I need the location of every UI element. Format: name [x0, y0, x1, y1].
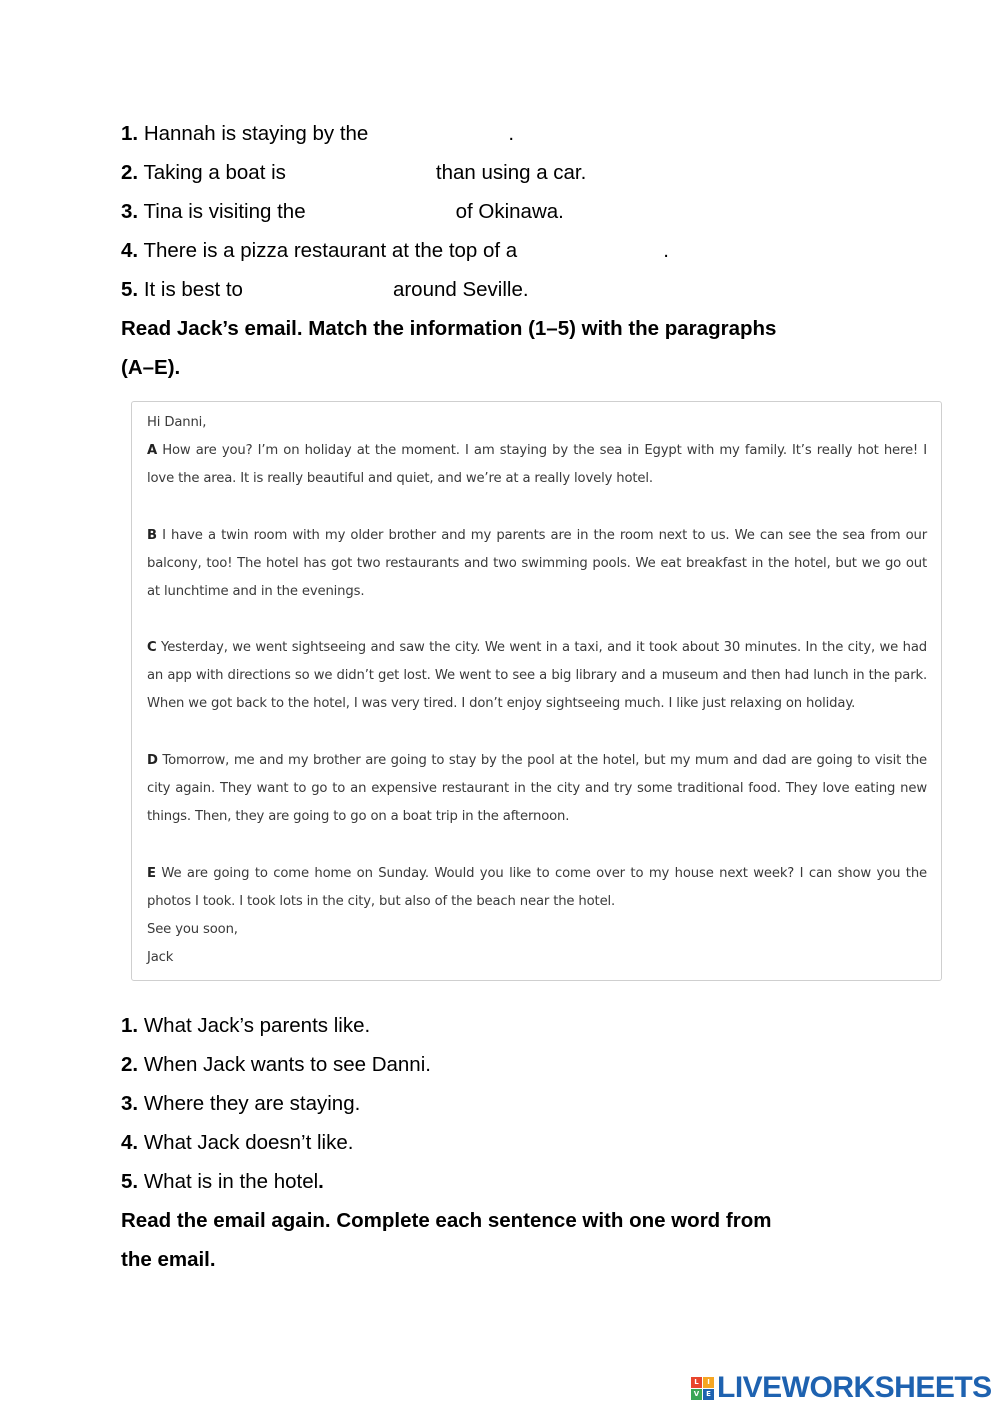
live-icon: L I V E	[691, 1377, 714, 1400]
sentence-4: 4. There is a pizza restaurant at the top of a .	[121, 239, 669, 262]
item-number: 3.	[121, 200, 139, 223]
sentence-2: 2. Taking a boat is than using a car.	[121, 161, 587, 184]
answer-blank-4[interactable]	[517, 239, 663, 261]
email-paragraph-e: E We are going to come home on Sunday. Would you like to come over to my house next week? I can show you the photos I took. I took lots in the city, but also of the beach near the hotel.	[147, 866, 927, 910]
answer-blank-5[interactable]	[243, 278, 393, 300]
email-signature: Jack	[147, 950, 174, 965]
email-paragraph-c: C Yesterday, we went sightseeing and saw the city. We went in a taxi, and it took about 30 minutes. In the city, we had an app with directions so we didn’t get lost. We went to see a big library and a museum and then had lunch in the park. When we got back to the hotel, I was very tired. I don’t enjoy sightseeing much. I like just relaxing on holiday.	[147, 640, 927, 712]
instruction-heading-1: Read Jack’s email. Match the information (1–5) with the paragraphs	[121, 317, 777, 340]
answer-blank-3[interactable]	[306, 200, 456, 222]
email-paragraph-a: A How are you? I’m on holiday at the moment. I am staying by the sea in Egypt with my family. It’s really hot here! I love the area. It is really beautiful and quiet, and we’re at a really lovely hotel.	[147, 443, 927, 487]
answer-blank-1[interactable]	[368, 122, 508, 144]
email-box	[131, 401, 942, 981]
logo-text: LIVEWORKSHEETS	[717, 1371, 992, 1404]
item-number: 2.	[121, 161, 139, 184]
instruction-heading-1-cont: (A–E).	[121, 356, 181, 379]
answer-blank-2[interactable]	[286, 161, 436, 183]
match-item-5: 5. What is in the hotel.	[121, 1170, 324, 1193]
match-item-4: 4. What Jack doesn’t like.	[121, 1131, 354, 1154]
sentence-1: 1. Hannah is staying by the .	[121, 122, 515, 145]
match-item-3: 3. Where they are staying.	[121, 1092, 361, 1115]
email-paragraph-d: D Tomorrow, me and my brother are going to stay by the pool at the hotel, but my mum and dad are going to visit the city again. They want to go to an expensive restaurant in the city and try some traditional food. They love eating new things. Then, they are going to go on a boat trip in the afternoon.	[147, 753, 927, 825]
sentence-5: 5. It is best to around Seville.	[121, 278, 529, 301]
match-item-2: 2. When Jack wants to see Danni.	[121, 1053, 431, 1076]
instruction-heading-2-cont: the email.	[121, 1248, 216, 1271]
sentence-3: 3. Tina is visiting the of Okinawa.	[121, 200, 564, 223]
match-item-1: 1. What Jack’s parents like.	[121, 1014, 371, 1037]
item-number: 1.	[121, 122, 139, 145]
instruction-heading-2: Read the email again. Complete each sentence with one word from	[121, 1209, 772, 1232]
item-number: 5.	[121, 278, 139, 301]
item-number: 4.	[121, 239, 139, 262]
email-greeting: Hi Danni,	[147, 415, 207, 430]
email-paragraph-b: B I have a twin room with my older brother and my parents are in the room next to us. We can see the sea from our balcony, too! The hotel has got two restaurants and two swimming pools. We eat breakfast in the hotel, but we go out at lunchtime and in the evenings.	[147, 528, 927, 600]
liveworksheets-logo	[691, 1373, 992, 1403]
email-signoff: See you soon,	[147, 922, 238, 937]
